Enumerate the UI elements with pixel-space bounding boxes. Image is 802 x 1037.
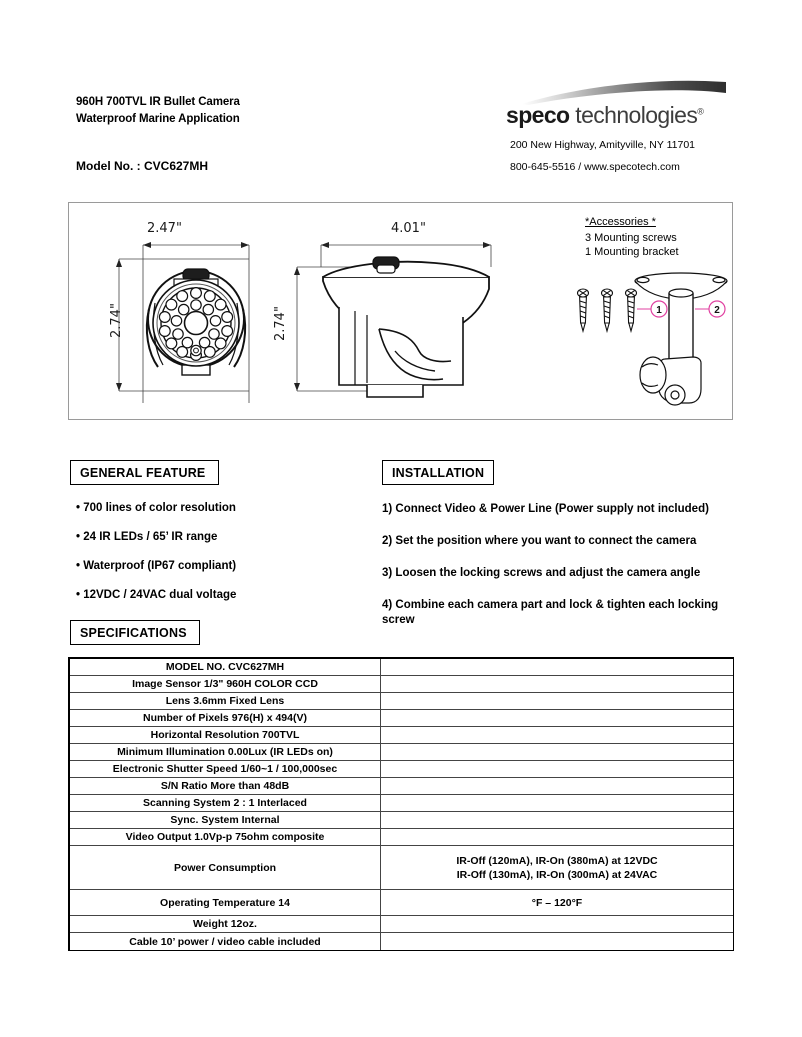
spec-value-cell bbox=[381, 727, 733, 743]
spec-value-cell bbox=[381, 916, 733, 932]
installation-step: 2) Set the position where you want to connect the camera bbox=[382, 535, 697, 547]
svg-text:1: 1 bbox=[656, 305, 662, 316]
spec-label-cell bbox=[70, 710, 380, 726]
side-view-drawing bbox=[283, 233, 543, 413]
front-view-drawing bbox=[97, 233, 297, 413]
company-wordmark bbox=[506, 102, 703, 129]
table-row bbox=[70, 659, 733, 676]
spec-label-cell bbox=[70, 829, 380, 845]
spec-value-cell bbox=[381, 812, 733, 828]
accessories-title: *Accessories * bbox=[585, 216, 656, 228]
spec-label-text: S/N Ratio More than 48dB bbox=[160, 780, 290, 792]
table-row bbox=[70, 916, 733, 933]
table-row bbox=[70, 890, 733, 916]
table-row bbox=[70, 727, 733, 744]
feature-item: • Waterproof (IP67 compliant) bbox=[76, 560, 237, 572]
table-row bbox=[70, 710, 733, 727]
spec-label-text: Electronic Shutter Speed 1/60~1 / 100,000sec bbox=[112, 763, 338, 775]
feature-item: • 24 IR LEDs / 65’ IR range bbox=[76, 531, 218, 543]
accessories-drawing bbox=[563, 263, 733, 413]
feature-item: • 700 lines of color resolution bbox=[76, 502, 236, 514]
spec-label-text: Sync. System Internal bbox=[170, 814, 280, 826]
spec-label-text: Number of Pixels 976(H) x 494(V) bbox=[143, 712, 307, 724]
spec-label-cell bbox=[70, 846, 380, 889]
front-view-height-dimension: 2.74" bbox=[109, 303, 124, 338]
spec-value-cell bbox=[381, 761, 733, 777]
spec-value-cell bbox=[381, 710, 733, 726]
table-row bbox=[70, 846, 733, 890]
product-title-line-1: 960H 700TVL IR Bullet Camera bbox=[76, 96, 240, 108]
product-title-line-2: Waterproof Marine Application bbox=[76, 113, 240, 125]
svg-text:2: 2 bbox=[714, 305, 720, 316]
wordmark-technologies: technologies bbox=[569, 102, 698, 128]
spec-label-text: MODEL NO. CVC627MH bbox=[165, 661, 285, 673]
section-header-installation: INSTALLATION bbox=[382, 460, 494, 485]
model-number: Model No. : CVC627MH bbox=[76, 159, 209, 173]
installation-step: 3) Loosen the locking screws and adjust the camera angle bbox=[382, 567, 701, 579]
spec-label-text: Video Output 1.0Vp-p 75ohm composite bbox=[125, 831, 325, 843]
table-row bbox=[70, 761, 733, 778]
spec-label-cell bbox=[70, 795, 380, 811]
spec-label-cell bbox=[70, 761, 380, 777]
installation-step: 1) Connect Video & Power Line (Power supply not included) bbox=[382, 503, 709, 515]
spec-value-cell bbox=[381, 933, 733, 950]
feature-item: • 12VDC / 24VAC dual voltage bbox=[76, 589, 237, 601]
spec-value-cell bbox=[381, 795, 733, 811]
spec-label-text: Weight 12oz. bbox=[193, 918, 257, 930]
company-address: 200 New Highway, Amityville, NY 11701 bbox=[510, 139, 696, 151]
general-feature-list bbox=[76, 502, 376, 618]
spec-label-cell bbox=[70, 744, 380, 760]
installation-step-list bbox=[382, 502, 738, 645]
spec-label-cell bbox=[70, 933, 380, 950]
spec-label-cell bbox=[70, 812, 380, 828]
spec-value-cell: °F – 120°F bbox=[531, 896, 583, 909]
spec-value-cell bbox=[381, 829, 733, 845]
wordmark-speco: speco bbox=[506, 102, 570, 128]
table-row bbox=[70, 933, 733, 950]
table-row bbox=[70, 676, 733, 693]
table-row bbox=[70, 812, 733, 829]
spec-label-cell bbox=[70, 727, 380, 743]
spec-label-cell bbox=[70, 778, 380, 794]
spec-value-cell bbox=[381, 693, 733, 709]
spec-label-text: Lens 3.6mm Fixed Lens bbox=[165, 695, 285, 707]
front-view-width-dimension: 2.47" bbox=[147, 221, 182, 236]
side-view-width-dimension: 4.01" bbox=[391, 221, 426, 236]
table-row bbox=[70, 744, 733, 761]
spec-label-text: Cable 10’ power / video cable included bbox=[129, 935, 321, 948]
spec-value-cell bbox=[381, 744, 733, 760]
spec-label-cell bbox=[70, 890, 380, 915]
table-row bbox=[70, 829, 733, 846]
spec-label-text: Operating Temperature 14 bbox=[160, 896, 290, 909]
company-phone-website: 800-645-5516 / www.specotech.com bbox=[510, 161, 680, 173]
section-header-general-feature: GENERAL FEATURE bbox=[70, 460, 219, 485]
spec-value-cell bbox=[381, 676, 733, 692]
accessories-item-screws: 3 Mounting screws bbox=[585, 232, 677, 244]
specifications-table bbox=[68, 657, 734, 951]
spec-value-cell bbox=[381, 778, 733, 794]
spec-label-cell bbox=[70, 659, 380, 675]
section-header-specifications: SPECIFICATIONS bbox=[70, 620, 200, 645]
spec-value-cell bbox=[381, 659, 733, 675]
product-title-block bbox=[76, 94, 240, 128]
table-row bbox=[70, 778, 733, 795]
spec-label-cell bbox=[70, 676, 380, 692]
spec-label-text: Minimum Illumination 0.00Lux (IR LEDs on) bbox=[117, 746, 333, 758]
spec-label-text: Scanning System 2 : 1 Interlaced bbox=[143, 797, 307, 809]
product-diagram-frame bbox=[68, 202, 733, 420]
table-row bbox=[70, 693, 733, 710]
table-row bbox=[70, 795, 733, 812]
spec-label-cell bbox=[70, 916, 380, 932]
side-view-height-dimension: 2.74" bbox=[273, 306, 288, 341]
spec-label-text: Image Sensor 1/3" 960H COLOR CCD bbox=[132, 678, 318, 690]
installation-step: 4) Combine each camera part and lock & tighten each locking screw bbox=[382, 599, 719, 626]
spec-label-text: Power Consumption bbox=[173, 861, 277, 874]
spec-value-cell: IR-Off (120mA), IR-On (380mA) at 12VDC IR-Off (130mA), IR-On (300mA) at 24VAC bbox=[456, 854, 658, 881]
page-header bbox=[0, 0, 802, 190]
registered-mark: ® bbox=[697, 106, 704, 117]
spec-label-text: Horizontal Resolution 700TVL bbox=[150, 729, 300, 741]
spec-label-cell bbox=[70, 693, 380, 709]
accessories-item-bracket: 1 Mounting bracket bbox=[585, 246, 679, 258]
